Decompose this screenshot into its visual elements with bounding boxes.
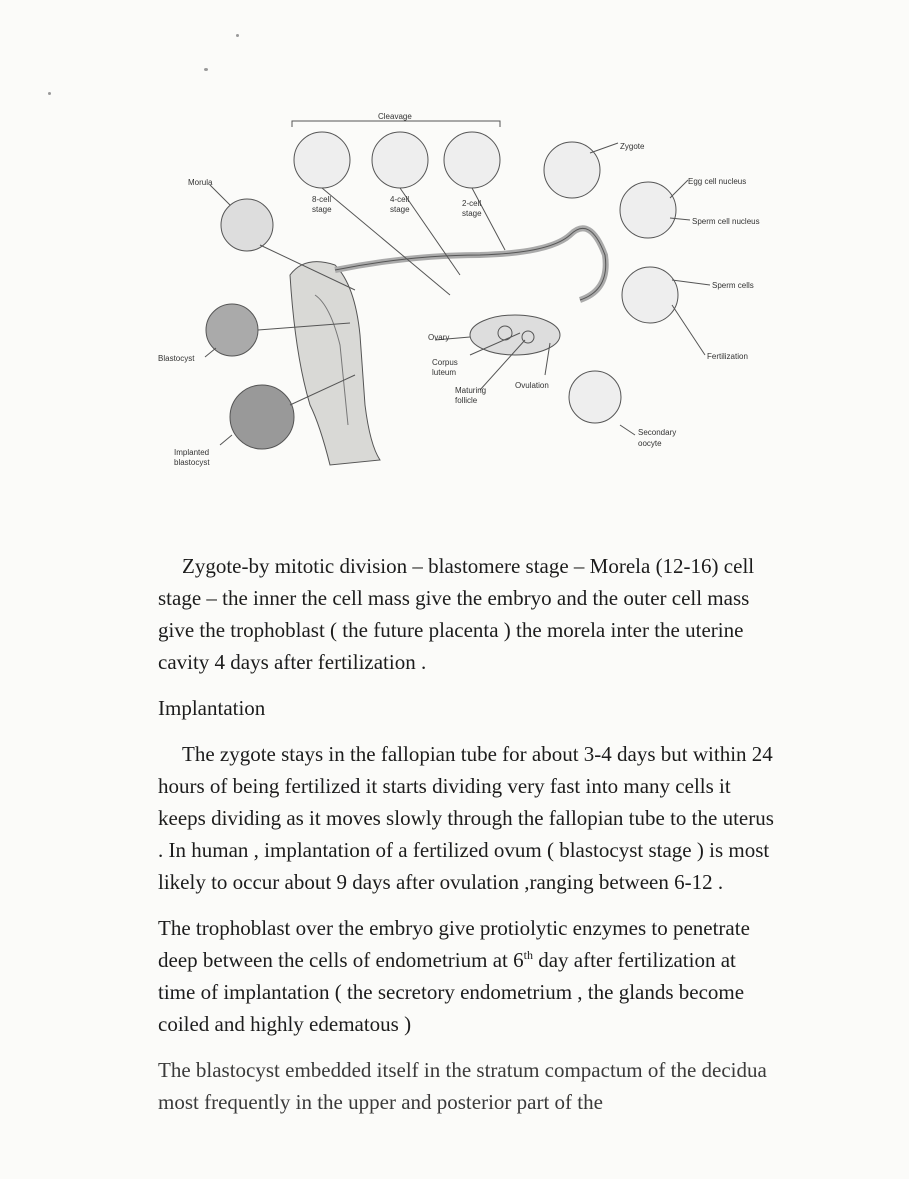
- label-2-cell-stage: stage: [462, 209, 482, 218]
- scan-speck: [48, 92, 51, 95]
- label-zygote: Zygote: [620, 142, 645, 151]
- label-secondary: Secondary: [638, 428, 677, 437]
- label-4-cell-stage: stage: [390, 205, 410, 214]
- trophoblast-text-b: day after fertilization at time of implantation ( the secretory endometrium , the glands become coiled and highly edematous ): [158, 948, 745, 1036]
- cell-4-cell: [372, 132, 428, 188]
- label-8-cell: 8-cell: [312, 195, 332, 204]
- label-fertilization: Fertilization: [707, 352, 748, 361]
- cell-secondary-oocyte: [569, 371, 621, 423]
- diagram-svg: [150, 105, 770, 495]
- label-oocyte: oocyte: [638, 439, 662, 448]
- cell-egg: [620, 182, 676, 238]
- cell-blastocyst: [206, 304, 258, 356]
- paragraph-trophoblast: [158, 912, 778, 1040]
- label-corpus: Corpus: [432, 358, 458, 367]
- body-text: [158, 550, 778, 1132]
- cell-sperm-fusion: [622, 267, 678, 323]
- trophoblast-text-a: The trophoblast over the embryo give protiolytic enzymes to penetrate deep between the cells of endometrium at 6: [158, 916, 750, 972]
- cell-implanted: [230, 385, 294, 449]
- label-egg-cell-nucleus: Egg cell nucleus: [688, 177, 747, 186]
- label-4-cell: 4-cell: [390, 195, 410, 204]
- label-blastocyst: Blastocyst: [158, 354, 195, 363]
- paragraph-zygote: The zygote stays in the fallopian tube for about 3-4 days but within 24 hours of being fertilized it starts dividing very fast into many cells it keeps dividing as it moves slowly through the fallopian tube to the uterus . In human , implantation of a fertilized ovum ( blastocyst stage ) is most likely to occur about 9 days after ovulation ,ranging between 6-12 .: [158, 742, 774, 894]
- label-2-cell: 2-cell: [462, 199, 482, 208]
- paragraph-blastocyst: The blastocyst embedded itself in the stratum compactum of the decidua most frequently in the upper and posterior part of the: [158, 1058, 767, 1114]
- label-8-cell-stage: stage: [312, 205, 332, 214]
- paragraph-cleavage: Zygote-by mitotic division – blastomere stage – Morela (12-16) cell stage – the inner the cell mass give the embryo and the outer cell mass give the trophoblast ( the future placenta ) the morela inter the uterine cavity 4 days after fertilization .: [158, 554, 755, 674]
- label-ovulation: Ovulation: [515, 381, 549, 390]
- uterus-shape: [290, 262, 380, 465]
- label-morula: Morula: [188, 178, 213, 187]
- label-luteum: luteum: [432, 368, 457, 377]
- cell-morula: [221, 199, 273, 251]
- label-implanted: Implanted: [174, 448, 210, 457]
- cell-8-cell: [294, 132, 350, 188]
- label-sperm-cells: Sperm cells: [712, 281, 754, 290]
- scan-speck: [236, 34, 239, 37]
- label-maturing: Maturing: [455, 386, 487, 395]
- cell-zygote: [544, 142, 600, 198]
- label-ovary: Ovary: [428, 333, 450, 342]
- cleavage-bracket: [292, 121, 500, 127]
- label-implanted-blastocyst: blastocyst: [174, 458, 210, 467]
- scan-speck: [204, 68, 208, 71]
- label-follicle: follicle: [455, 396, 478, 405]
- label-cleavage: Cleavage: [378, 112, 412, 121]
- ordinal-suffix: th: [523, 948, 533, 962]
- heading-implantation: Implantation: [158, 696, 266, 720]
- fertilization-diagram: [150, 105, 770, 495]
- cell-2-cell: [444, 132, 500, 188]
- label-sperm-cell-nucleus: Sperm cell nucleus: [692, 217, 760, 226]
